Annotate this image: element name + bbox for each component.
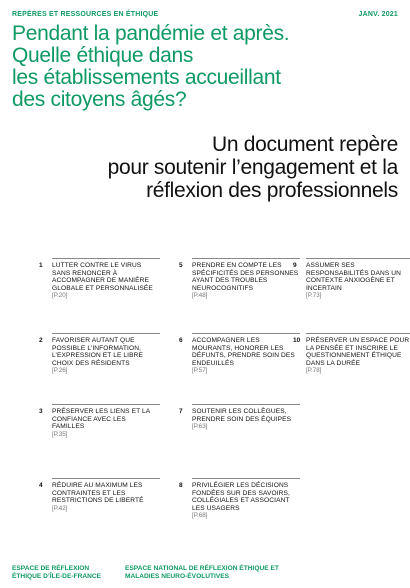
item-page-ref: [P.42] [52, 504, 68, 512]
footer-organization-right: ESPACE NATIONAL DE RÉFLEXION ÉTHIQUE ET MALADIES NEURO-ÉVOLUTIVES [125, 565, 279, 580]
contents-item-10 [293, 333, 410, 375]
main-title-line: Quelle éthique dans [12, 44, 194, 67]
item-divider [52, 258, 160, 259]
item-page-ref: [P.73] [306, 292, 322, 300]
item-text: ACCOMPAGNER LES MOURANTS, HONORER LES DÉFUNTS, PRENDRE SOIN DES ENDEUILLÉS [192, 337, 295, 367]
contents-item-1 [39, 258, 160, 300]
item-page-ref: [P.35] [52, 430, 68, 438]
main-title-line: des citoyens âgés? [12, 88, 187, 111]
item-divider [192, 404, 300, 405]
item-divider [306, 333, 410, 334]
item-text: PRÉSERVER UN ESPACE POUR LA PENSÉE ET INSCRIRE LE QUESTIONNEMENT ÉTHIQUE DANS LA DURÉE [306, 337, 410, 367]
item-text: RÉDUIRE AU MAXIMUM LES CONTRAINTES ET LES RESTRICTIONS DE LIBERTÉ [52, 482, 144, 505]
item-divider [192, 258, 300, 259]
item-page-ref: [P.20] [52, 292, 68, 300]
item-number: 7 [179, 408, 183, 415]
document-header [12, 11, 398, 18]
contents-item-4 [39, 478, 160, 513]
main-title-line: les établissements accueillant [12, 66, 281, 89]
item-divider [52, 478, 160, 479]
main-title [12, 23, 402, 111]
item-number: 3 [39, 408, 43, 415]
item-page-ref: [P.57] [192, 367, 208, 375]
item-page-ref: [P.26] [52, 367, 68, 375]
item-text: SOUTENIR LES COLLÈGUES, PRENDRE SOIN DES ÉQUIPES [192, 408, 292, 423]
subtitle-line: pour soutenir l’engagement et la [107, 156, 398, 179]
subtitle [8, 133, 398, 202]
item-divider [52, 333, 160, 334]
item-number: 10 [293, 337, 301, 344]
contents-item-6 [179, 333, 300, 375]
item-page-ref: [P.68] [192, 512, 208, 520]
item-divider [192, 333, 300, 334]
item-text: LUTTER CONTRE LE VIRUS SANS RENONCER À ACCOMPAGNER DE MANIÈRE GLOBALE ET PERSONNALISÉE [52, 262, 153, 292]
item-divider [52, 404, 160, 405]
main-title-line: Pendant la pandémie et après. [12, 22, 290, 45]
item-divider [306, 258, 410, 259]
item-text: PRÉSERVER LES LIENS ET LA CONFIANCE AVEC LES FAMILLES [52, 408, 150, 431]
series-label: REPÈRES ET RESSOURCES EN ÉTHIQUE [12, 11, 159, 18]
item-page-ref: [P.48] [192, 292, 208, 300]
item-page-ref: [P.63] [192, 423, 208, 431]
item-number: 5 [179, 262, 183, 269]
contents-item-3 [39, 404, 160, 439]
subtitle-line: réflexion des professionnels [146, 179, 398, 202]
item-page-ref: [P.78] [306, 367, 322, 375]
item-text: PRIVILÉGIER LES DÉCISIONS FONDÉES SUR DES SAVOIRS, COLLÉGIALES ET ASSOCIANT LES USAGERS [192, 482, 290, 512]
footer-organization-left: ESPACE DE RÉFLEXION ÉTHIQUE D’ÎLE-DE-FRANCE [12, 565, 102, 580]
item-text: PRENDRE EN COMPTE LES SPÉCIFICITÉS DES PERSONNES AYANT DES TROUBLES NEUROCOGNITIFS [192, 262, 299, 292]
item-text: ASSUMER SES RESPONSABILITÉS DANS UN CONTEXTE ANXIOGÈNE ET INCERTAIN [306, 262, 402, 292]
item-divider [192, 478, 300, 479]
item-number: 9 [293, 262, 297, 269]
item-number: 4 [39, 482, 43, 489]
item-number: 2 [39, 337, 43, 344]
item-number: 6 [179, 337, 183, 344]
contents-item-2 [39, 333, 160, 375]
item-number: 8 [179, 482, 183, 489]
contents-item-7 [179, 404, 300, 431]
contents-item-5 [179, 258, 300, 300]
item-number: 1 [39, 262, 43, 269]
subtitle-line: Un document repère [211, 133, 398, 156]
contents-item-9 [293, 258, 410, 300]
publication-date: JANV. 2021 [358, 11, 398, 18]
item-text: FAVORISER AUTANT QUE POSSIBLE L’INFORMATION, L’EXPRESSION ET LE LIBRE CHOIX DES RÉSIDENTS [52, 337, 143, 367]
contents-item-8 [179, 478, 300, 520]
